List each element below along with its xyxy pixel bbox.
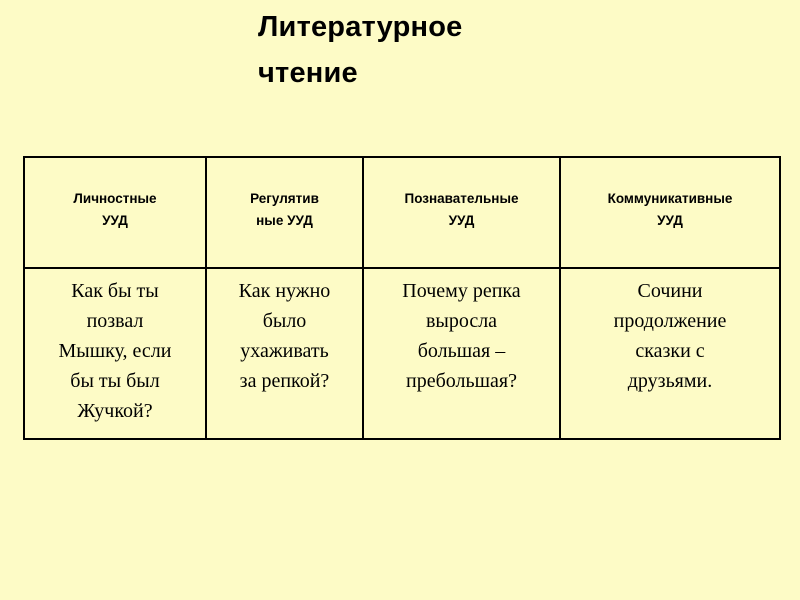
header-cell-communicative: [560, 157, 780, 268]
uud-table: [23, 156, 781, 440]
header-label-cognitive: Познавательные УУД: [404, 191, 519, 228]
content-cell-cognitive: [363, 268, 560, 439]
header-label-personal: Личностные УУД: [73, 191, 157, 228]
content-text-regulatory: Как нужно было ухаживать за репкой?: [238, 280, 331, 392]
header-label-regulatory: Регулятив ные УУД: [250, 191, 319, 228]
header-cell-cognitive: [363, 157, 560, 268]
content-cell-regulatory: [206, 268, 363, 439]
header-cell-personal: [24, 157, 206, 268]
header-label-communicative: Коммуникативные УУД: [607, 191, 733, 228]
content-cell-communicative: [560, 268, 780, 439]
content-text-personal: Как бы ты позвал Мышку, если бы ты был Жучкой?: [58, 280, 172, 422]
slide-title: Литературное чтение: [258, 11, 463, 89]
content-text-cognitive: Почему репка выросла большая – пребольшая?: [402, 280, 521, 392]
content-cell-personal: [24, 268, 206, 439]
header-cell-regulatory: [206, 157, 363, 268]
content-row: [24, 268, 780, 439]
header-row: [24, 157, 780, 268]
content-text-communicative: Сочини продолжение сказки с друзьями.: [613, 280, 727, 392]
